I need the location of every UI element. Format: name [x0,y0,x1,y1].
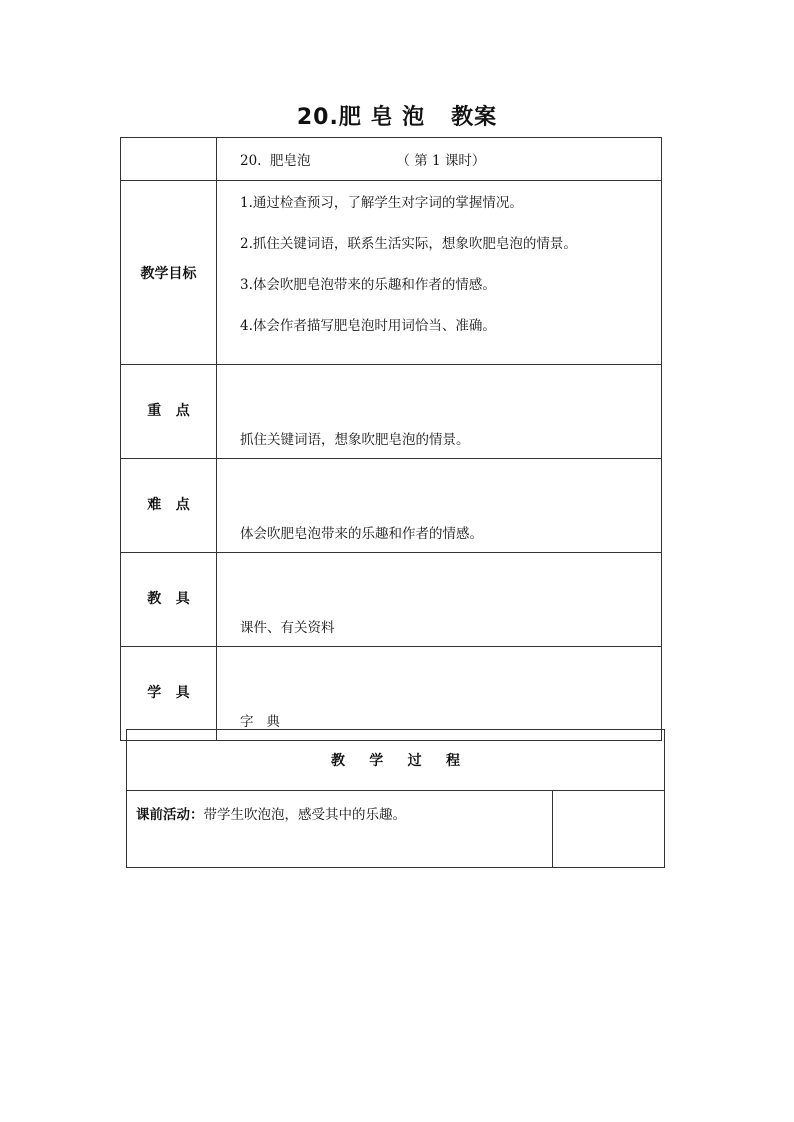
process-header: 教 学 过 程 [127,730,665,791]
teaching-process-table [126,729,665,868]
process-header-row [127,730,665,791]
goals-label: 教学目标 [121,181,217,365]
lesson-plan-table [120,137,662,741]
difficulty-row [121,459,662,553]
goal-item: 2.抓住关键词语，联系生活实际，想象吹肥皂泡的情景。 [240,236,577,252]
pre-class-row [127,791,665,868]
lesson-title-blank-cell [121,138,217,181]
lesson-title: 20. 肥皂泡 （ 第 1 课时） [217,138,662,181]
learning-aids-row [121,647,662,741]
process-notes-cell [553,791,665,868]
goal-item: 1.通过检查预习，了解学生对字词的掌握情况。 [240,195,523,211]
goals-list [217,181,662,365]
difficulty-text: 体会吹肥皂泡带来的乐趣和作者的情感。 [217,459,662,553]
key-point-row [121,365,662,459]
pre-class-label: 课前活动： [136,807,204,823]
goal-item: 3.体会吹肥皂泡带来的乐趣和作者的情感。 [240,277,496,293]
document-title: 20.肥 皂 泡 教案 [296,105,498,130]
learning-aids-text: 字 典 [217,647,662,741]
teaching-aids-label: 教 具 [121,553,217,647]
key-point-label: 重 点 [121,365,217,459]
teaching-aids-row [121,553,662,647]
goals-row [121,181,662,365]
teaching-aids-text: 课件、有关资料 [217,553,662,647]
pre-class-activity-cell [127,791,553,868]
learning-aids-label: 学 具 [121,647,217,741]
lesson-title-row [121,138,662,181]
pre-class-text: 带学生吹泡泡，感受其中的乐趣。 [203,807,406,823]
difficulty-label: 难 点 [121,459,217,553]
key-point-text: 抓住关键词语，想象吹肥皂泡的情景。 [217,365,662,459]
goal-item: 4.体会作者描写肥皂泡时用词恰当、准确。 [240,318,496,334]
